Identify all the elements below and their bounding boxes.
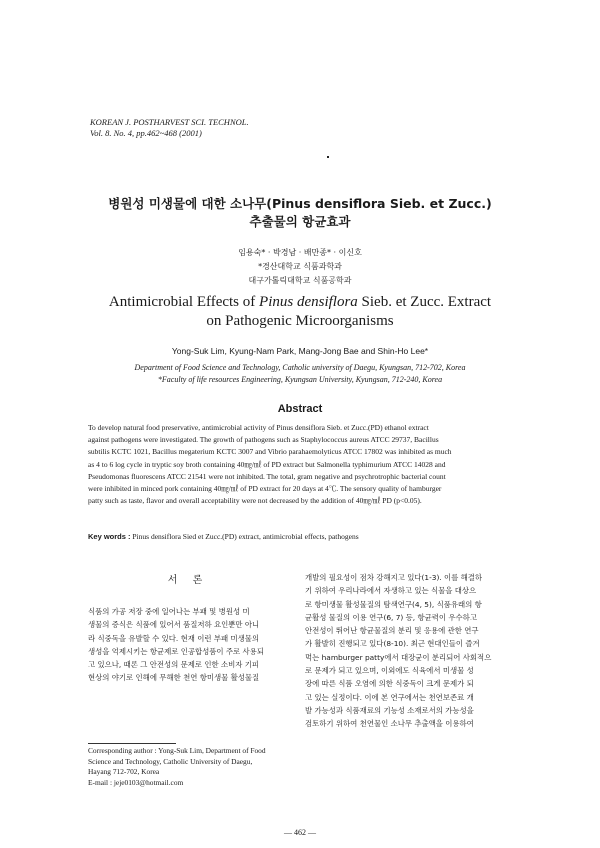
correspondence-footnote <box>88 746 288 788</box>
correspondence-email: E-mail : jeje0103@hotmail.com <box>88 777 184 787</box>
korean-title <box>70 195 530 231</box>
intro-paragraph-left <box>88 605 288 685</box>
body-line: 생물의 증식은 식품에 있어서 품질저하 요인뿐만 아니 <box>88 620 260 630</box>
body-line: 먹는 hamburger patty에서 대장균이 분리되어 사회적으 <box>305 652 492 662</box>
korean-affiliation-2: 대구가톨릭대학교 식품공학과 <box>248 276 352 285</box>
english-authors: Yong-Suk Lim, Kyung-Nam Park, Mang-Jong Bae and Shin-Ho Lee* <box>171 346 429 356</box>
abstract-body <box>88 422 518 507</box>
keywords <box>88 531 518 543</box>
journal-name: KOREAN J. POSTHARVEST SCI. TECHNOL. <box>90 117 249 127</box>
english-title-species: Pinus densiflora <box>259 294 358 310</box>
body-line: 개발의 필요성이 점차 강해지고 있다(1-3). 이를 해결하 <box>305 573 483 582</box>
abstract-line: patty such as taste, flavor and overall acceptability were not decreased by the addition of 40㎎/㎖ PD (p<0.05). <box>88 496 422 506</box>
left-column <box>88 571 288 685</box>
korean-title-line1: 병원성 미생물에 대한 소나무(Pinus densiflora Sieb. et Zucc.) <box>108 196 492 211</box>
abstract-line: as 4 to 6 log cycle in tryptic soy broth containing 40㎎/㎖ of PD extract but Salmonella typhimurium ATCC 14028 and <box>88 459 446 469</box>
keywords-label: Key words : <box>88 532 131 541</box>
printer-dot <box>327 156 329 158</box>
body-line: 고 있는 실정이다. 이에 본 연구에서는 천연보존료 개 <box>305 692 474 702</box>
body-line: 식품의 가공 저장 중에 일어나는 부패 및 병원성 미 <box>88 607 250 616</box>
english-title-line1 <box>50 293 550 312</box>
right-column <box>305 571 519 731</box>
body-line: 로 항미생물 활성물질의 탐색연구(4, 5), 식품유래의 항 <box>305 599 482 609</box>
english-title-pre: Antimicrobial Effects of <box>108 294 260 310</box>
correspondence-line: Science and Technology, Catholic University of Daegu, <box>88 756 253 766</box>
abstract-line: were inhibited in minced pork containing 40㎎/㎖ of PD extract for 20 days at 4℃. The sensory quality of hamburger <box>88 484 442 494</box>
affiliation-line1: Department of Food Science and Technology, Catholic university of Daegu, Kyungsan, 712-702, Korea <box>134 363 466 372</box>
body-line: 현상의 야기로 인해에 무해한 천연 항미생물 활성물질 <box>88 673 260 683</box>
body-line: 장에 따른 식품 오염에 의한 식중독이 크게 문제가 되 <box>305 679 474 689</box>
english-title-line2: on Pathogenic Microorganisms <box>206 313 394 329</box>
english-affiliations <box>50 362 550 386</box>
body-line: 고 있으나, 때론 그 안전성의 문제로 인한 소비자 기피 <box>88 660 260 670</box>
correspondence-line: Corresponding author : Yong-Suk Lim, Department of Food <box>88 746 266 755</box>
journal-header <box>90 117 249 139</box>
page-number: — 462 — <box>284 828 316 837</box>
body-line: 가 활발히 진행되고 있다(8-10). 최근 현대인들이 즐겨 <box>305 639 480 649</box>
section-heading-introduction: 서 론 <box>167 575 209 586</box>
body-line: 로 문제가 되고 있으며, 이외에도 식육에서 미생물 성 <box>305 666 474 676</box>
intro-paragraph-right <box>305 571 519 731</box>
korean-author-names: 임용숙* · 박경남 · 배만종* · 이신호 <box>238 248 362 257</box>
body-line: 검토하기 위하여 천연물인 소나무 추출액을 이용하여 <box>305 719 474 729</box>
journal-volume: Vol. 8. No. 4, pp.462~468 (2001) <box>90 128 202 138</box>
korean-title-line2: 추출물의 항균효과 <box>249 214 351 229</box>
correspondence-line: Hayang 712-702, Korea <box>88 767 160 776</box>
abstract-line: Pseudomonas fluorescens ATCC 21541 were not inhibited. The total, gram negative and psychrotrophic bacterial count <box>88 471 446 481</box>
body-line: 균활성 물질의 이용 연구(6, 7) 등, 항균력이 우수하고 <box>305 612 477 622</box>
english-title <box>50 293 550 331</box>
body-line: 생성을 억제시키는 항균제로 인공합성품이 주로 사용되 <box>88 646 264 656</box>
korean-authors <box>70 246 530 288</box>
footnote-divider <box>88 743 176 744</box>
body-line: 발 가능성과 식품재료의 기능성 소재로서의 가능성을 <box>305 705 474 715</box>
abstract-line: To develop natural food preservative, antimicrobial activity of Pinus densiflora Sieb. et Zucc.(PD) ethanol extract <box>88 423 429 432</box>
keywords-text: Pinus densiflora Sied et Zucc.(PD) extract, antimicrobial effects, pathogens <box>130 532 359 541</box>
affiliation-line2: *Faculty of life resources Engineering, Kyungsan University, Kyungsan, 712-240, Korea <box>157 375 443 384</box>
abstract-heading: Abstract <box>277 403 323 415</box>
korean-affiliation-1: *경산대학교 식품과학과 <box>258 262 342 271</box>
abstract-line: subtilis KCTC 1021, Bacillus megaterium KCTC 3007 and Vibrio parahaemolyticus ATCC 17802 was inhibited as much <box>88 447 452 457</box>
body-line: 기 위하여 우리나라에서 자생하고 있는 식물을 대상으 <box>305 586 477 596</box>
abstract-line: against pathogens were investigated. The growth of pathogens such as Staphylococcus aureus ATCC 29737, Bacillus <box>88 435 439 445</box>
body-line: 안전성이 뛰어난 항균물질의 분리 및 응용에 관한 연구 <box>305 626 479 636</box>
body-line: 라 식중독을 유발할 수 있다. 현재 이런 부패 미생물의 <box>88 633 260 643</box>
english-title-post: Sieb. et Zucc. Extract <box>357 294 492 310</box>
